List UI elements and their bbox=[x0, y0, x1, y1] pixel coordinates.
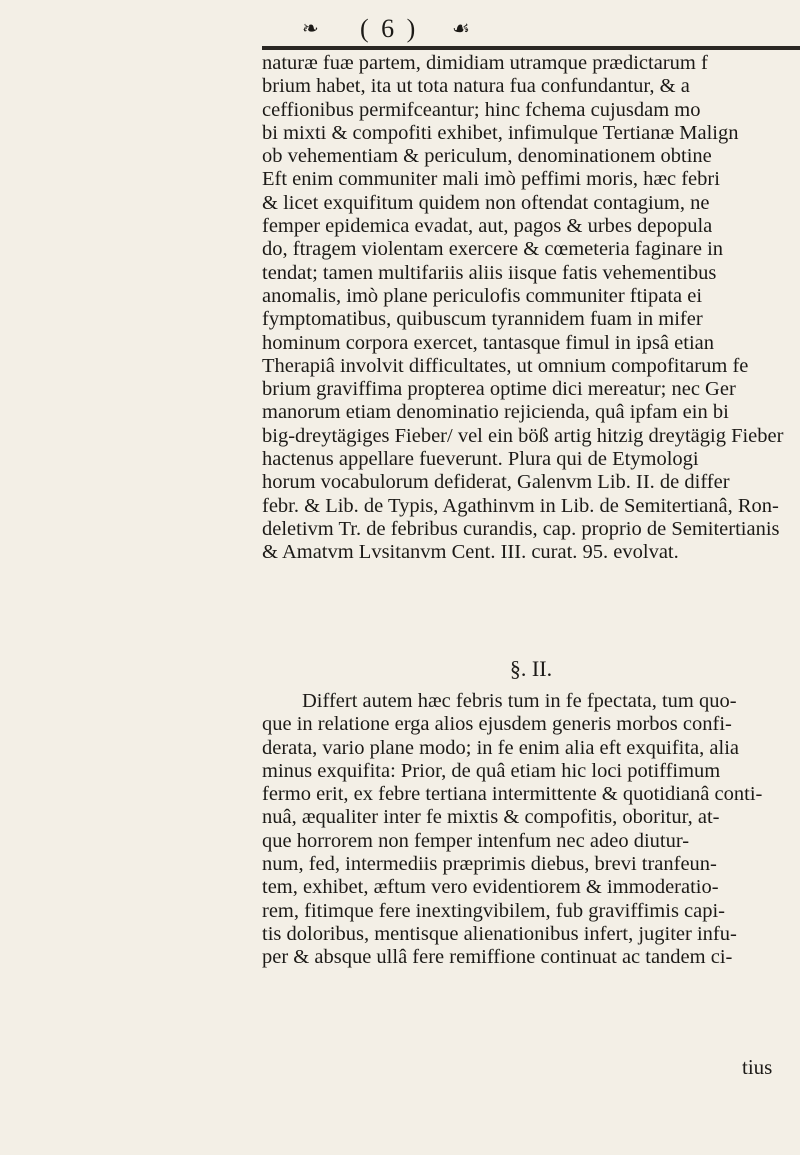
text-line: febr. & Lib. de Typis, Agathinvm in Lib. de Semitertianâ, Ron- bbox=[262, 494, 779, 517]
text-line: minus exquifita: Prior, de quâ etiam hic loci potiffimum bbox=[262, 759, 721, 782]
paragraph-1 bbox=[262, 52, 800, 565]
text-line: tendat; tamen multifariis aliis iisque fatis vehementibus bbox=[262, 261, 717, 284]
page-number: ( 6 ) bbox=[360, 14, 419, 43]
text-line: brium habet, ita ut tota natura fua confundantur, & a bbox=[262, 75, 690, 98]
text-line: ceffionibus permifceantur; hinc fchema cujusdam mo bbox=[262, 98, 701, 121]
text-line: brium graviffima propterea optime dici mereatur; nec Ger bbox=[262, 378, 736, 401]
fleuron-left-icon: ❧ bbox=[302, 18, 318, 40]
text-line: & licet exquifitum quidem non oftendat contagium, ne bbox=[262, 191, 710, 214]
text-line: naturæ fuæ partem, dimidiam utramque prædictarum f bbox=[262, 52, 708, 74]
text-line: hactenus appellare fueverunt. Plura qui de Etymologi bbox=[262, 448, 699, 471]
text-line: derata, vario plane modo; in fe enim alia eft exquifita, alia bbox=[262, 736, 739, 759]
text-line: num, fed, intermediis præprimis diebus, brevi tranfeun- bbox=[262, 853, 717, 876]
text-line: nuâ, æqualiter inter fe mixtis & compofitis, oboritur, at- bbox=[262, 806, 720, 829]
text-line: fymptomatibus, quibuscum tyrannidem fuam in mifer bbox=[262, 308, 703, 331]
text-line: fermo erit, ex febre tertiana intermittente & quotidianâ conti- bbox=[262, 783, 763, 806]
text-line: & Amatvm Lvsitanvm Cent. III. curat. 95. evolvat. bbox=[262, 541, 679, 564]
text-line: do, ftragem violentam exercere & cœmeteria faginare in bbox=[262, 238, 724, 261]
text-line: big-dreytägiges Fieber/ vel ein böß artig hitzig dreytägig Fieber bbox=[262, 424, 784, 447]
text-line: per & absque ullâ fere remiffione continuat ac tandem ci- bbox=[262, 946, 733, 969]
section-heading: §. II. bbox=[509, 656, 553, 681]
text-line: Differt autem hæc febris tum in fe fpectata, tum quo- bbox=[302, 690, 737, 712]
text-line: anomalis, imò plane periculofis communiter ftipata ei bbox=[262, 284, 703, 307]
text-line: Therapiâ involvit difficultates, ut omnium compofitarum fe bbox=[262, 354, 749, 377]
text-line: ob vehementiam & periculum, denominationem obtine bbox=[262, 145, 712, 168]
text-line: femper epidemica evadat, aut, pagos & urbes depopula bbox=[262, 215, 713, 238]
paragraph-2 bbox=[262, 690, 800, 970]
text-line: deletivm Tr. de febribus curandis, cap. proprio de Semitertianis bbox=[262, 517, 780, 540]
text-line: tem, exhibet, æftum vero evidentiorem & immoderatio- bbox=[262, 876, 719, 899]
header-rule bbox=[262, 46, 800, 50]
text-line: bi mixti & compofiti exhibet, infimulque Tertianæ Malign bbox=[262, 121, 739, 144]
fleuron-right-icon: ☙ bbox=[452, 18, 469, 40]
text-line: que horrorem non femper intenfum nec adeo diutur- bbox=[262, 829, 690, 852]
text-line: horum vocabulorum defiderat, Galenvm Lib. II. de differ bbox=[262, 471, 730, 494]
text-line: tis doloribus, mentisque alienationibus infert, jugiter infu- bbox=[262, 922, 737, 945]
text-line: Eft enim communiter mali imò peffimi moris, hæc febri bbox=[262, 168, 720, 191]
catchword: tius bbox=[742, 1055, 773, 1079]
text-line: que in relatione erga alios ejusdem generis morbos confi- bbox=[262, 713, 732, 736]
text-line: hominum corpora exercet, tantasque fimul in ipsâ etian bbox=[262, 331, 714, 354]
page-header bbox=[0, 8, 800, 48]
text-line: manorum etiam denominatio rejicienda, quâ ipfam ein bi bbox=[262, 401, 729, 424]
text-line: rem, fitimque fere inextingvibilem, fub graviffimis capi- bbox=[262, 899, 726, 922]
